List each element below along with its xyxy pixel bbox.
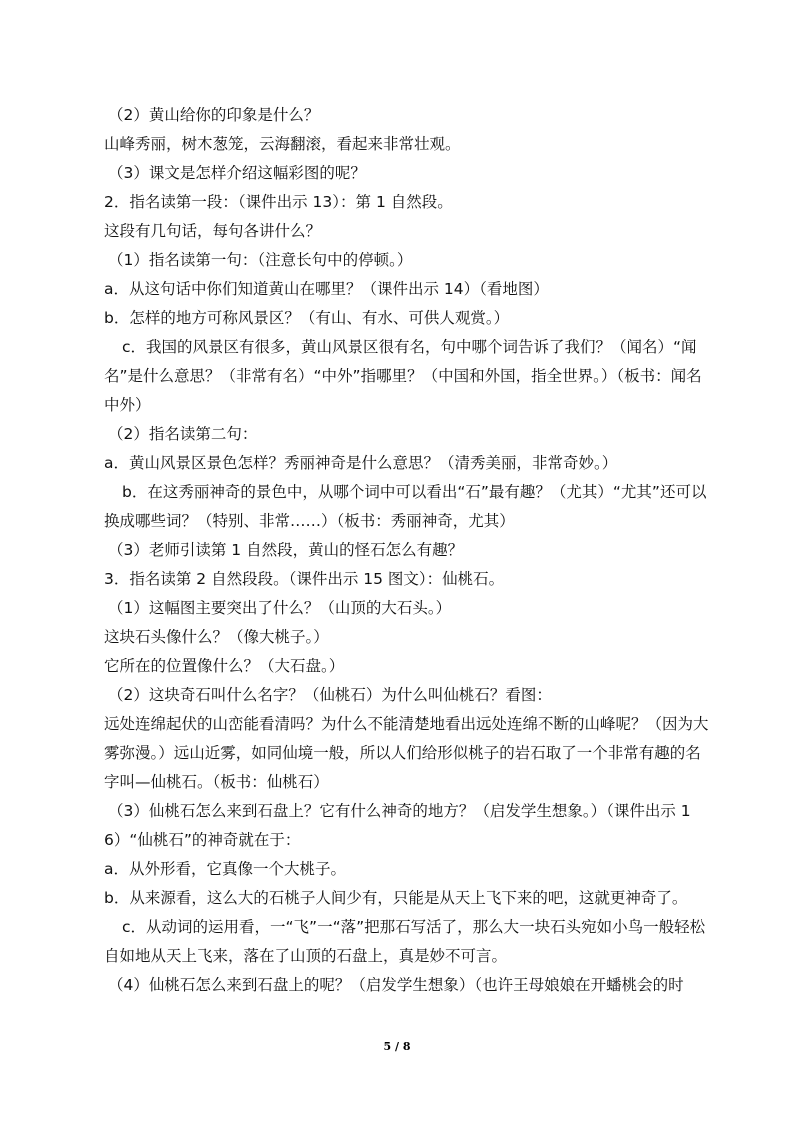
paragraph: 这块石头像什么？（像大桃子。）	[104, 628, 329, 646]
paragraph: （1）这幅图主要突出了什么？（山顶的大石头。）	[108, 599, 452, 617]
paragraph: 远处连绵起伏的山峦能看清吗？为什么不能清楚地看出远处连绵不断的山峰呢？（因为大雾弥漫。）远山近雾，如同仙境一般，所以人们给形似桃子的岩石取了一个非常有趣的名字叫—仙桃石。（板书：仙桃石）	[104, 715, 709, 791]
paragraph: c．我国的风景区有很多，黄山风景区很有名，句中哪个词告诉了我们？（闻名）“闻名”是什么意思？（非常有名）“中外”指哪里？（中国和外国，指全世界。）（板书：闻名中外）	[104, 338, 702, 414]
paragraph: （2）这块奇石叫什么名字？（仙桃石）为什么叫仙桃石？看图：	[108, 686, 552, 704]
paragraph: （3）老师引读第 1 自然段，黄山的怪石怎么有趣？	[108, 541, 464, 559]
paragraph: b．从来源看，这么大的石桃子人间少有，只能是从天上飞下来的吧，这就更神奇了。	[104, 889, 688, 907]
document-body	[104, 101, 716, 1000]
paragraph: 山峰秀丽，树木葱笼，云海翻滚，看起来非常壮观。	[104, 135, 461, 153]
paragraph: 它所在的位置像什么？（大石盘。）	[104, 657, 345, 675]
paragraph: b．怎样的地方可称风景区？（有山、有水、可供人观赏。）	[104, 309, 510, 327]
paragraph: （3）仙桃石怎么来到石盘上？它有什么神奇的地方？（启发学生想象。）（课件出示 16）“仙桃石”的神奇就在于：	[104, 802, 691, 849]
paragraph: （1）指名读第一句：（注意长句中的停顿。）	[108, 251, 413, 269]
paragraph: （3）课文是怎样介绍这幅彩图的呢？	[108, 164, 366, 182]
paragraph: a．从外形看，它真像一个大桃子。	[104, 860, 346, 878]
paragraph: a．从这句话中你们知道黄山在哪里？（课件出示 14）（看地图）	[104, 280, 549, 298]
paragraph: c．从动词的运用看，一“飞”一“落”把那石写活了，那么大一块石头宛如小鸟一般轻松自如地从天上飞来，落在了山顶的石盘上，真是妙不可言。	[104, 918, 706, 965]
paragraph: （2）黄山给你的印象是什么？	[108, 106, 320, 124]
paragraph: b．在这秀丽神奇的景色中，从哪个词中可以看出“石”最有趣？（尤其）“尤其”还可以换成哪些词？（特别、非常……）（板书：秀丽神奇，尤其）	[104, 483, 707, 530]
paragraph: 2．指名读第一段：（课件出示 13）：第 1 自然段。	[104, 193, 453, 211]
paragraph: （2）指名读第二句：	[108, 425, 258, 443]
paragraph: 3．指名读第 2 自然段段。（课件出示 15 图文）：仙桃石。	[104, 570, 505, 588]
paragraph: 这段有几句话，每句各讲什么？	[104, 222, 322, 240]
page-number: 5 / 8	[383, 1040, 411, 1053]
paragraph: a．黄山风景区景色怎样？秀丽神奇是什么意思？（清秀美丽，非常奇妙。）	[104, 454, 618, 472]
paragraph: （4）仙桃石怎么来到石盘上的呢？（启发学生想象）（也许王母娘娘在开蟠桃会的时	[108, 976, 684, 994]
